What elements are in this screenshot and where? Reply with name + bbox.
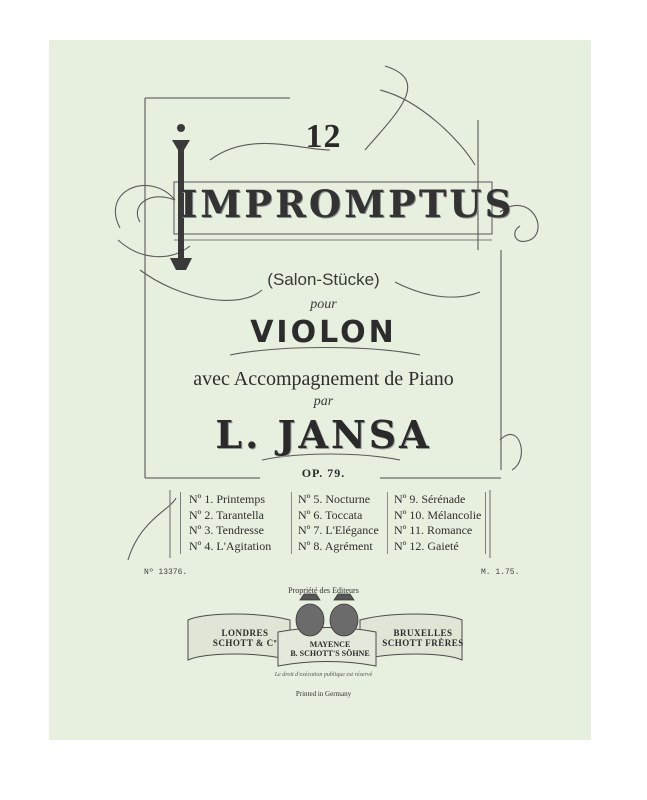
publisher-right xyxy=(380,628,466,648)
publisher-left xyxy=(205,628,285,648)
piece-item: Nº 7. L'Elégance xyxy=(298,523,379,537)
subtitle: (Salon-Stücke) xyxy=(267,270,380,289)
piece-item: Nº 2. Tarantella xyxy=(189,507,264,522)
piece-item: Nº 12. Gaieté xyxy=(394,538,459,553)
plate-number: Nº 13376. xyxy=(144,568,188,577)
right-city: BRUXELLES xyxy=(393,628,453,638)
piece-item: Nº 8. Agrément xyxy=(298,538,373,553)
rights-notice: Le droit d'exécution publique est réservé xyxy=(274,672,373,678)
printed-in: Printed in Germany xyxy=(295,690,352,698)
piece-item: Nº 11. Romance xyxy=(394,523,473,537)
composer-name: L. JANSA xyxy=(215,412,432,457)
mid-firm: B. SCHOTT'S SÖHNE xyxy=(290,649,370,658)
piece-item: Nº 3. Tendresse xyxy=(189,523,264,537)
piece-item: Nº 1. Printemps xyxy=(189,492,266,506)
piece-item: Nº 4. L'Agitation xyxy=(189,538,272,553)
pieces-column-1 xyxy=(189,492,285,554)
instrument-heading: VIOLON xyxy=(250,315,397,350)
page-title: IMPROMPTUS xyxy=(180,182,515,226)
pieces-column-3 xyxy=(387,492,488,554)
opus-number: OP. 79. xyxy=(301,466,346,480)
piece-item: Nº 10. Mélancolie xyxy=(394,507,482,522)
left-city: LONDRES xyxy=(221,628,269,638)
left-firm: SCHOTT & Cº xyxy=(212,638,278,648)
pour-text: pour xyxy=(310,297,337,312)
pieces-table xyxy=(180,492,486,554)
propriete-text: Propriété des Editeurs xyxy=(288,586,359,595)
title-number: 12 xyxy=(305,118,342,155)
piece-item: Nº 9. Sérénade xyxy=(394,492,466,506)
mid-city: MAYENCE xyxy=(309,640,351,649)
pieces-column-2 xyxy=(291,492,390,554)
piece-item: Nº 5. Nocturne xyxy=(298,492,371,506)
publisher-middle xyxy=(282,640,378,658)
accompaniment-text: avec Accompagnement de Piano xyxy=(193,368,454,390)
par-text: par xyxy=(313,394,334,409)
right-firm: SCHOTT FRÈRES xyxy=(382,638,464,648)
piece-item: Nº 6. Toccata xyxy=(298,507,363,522)
price: M. 1.75. xyxy=(481,568,520,577)
